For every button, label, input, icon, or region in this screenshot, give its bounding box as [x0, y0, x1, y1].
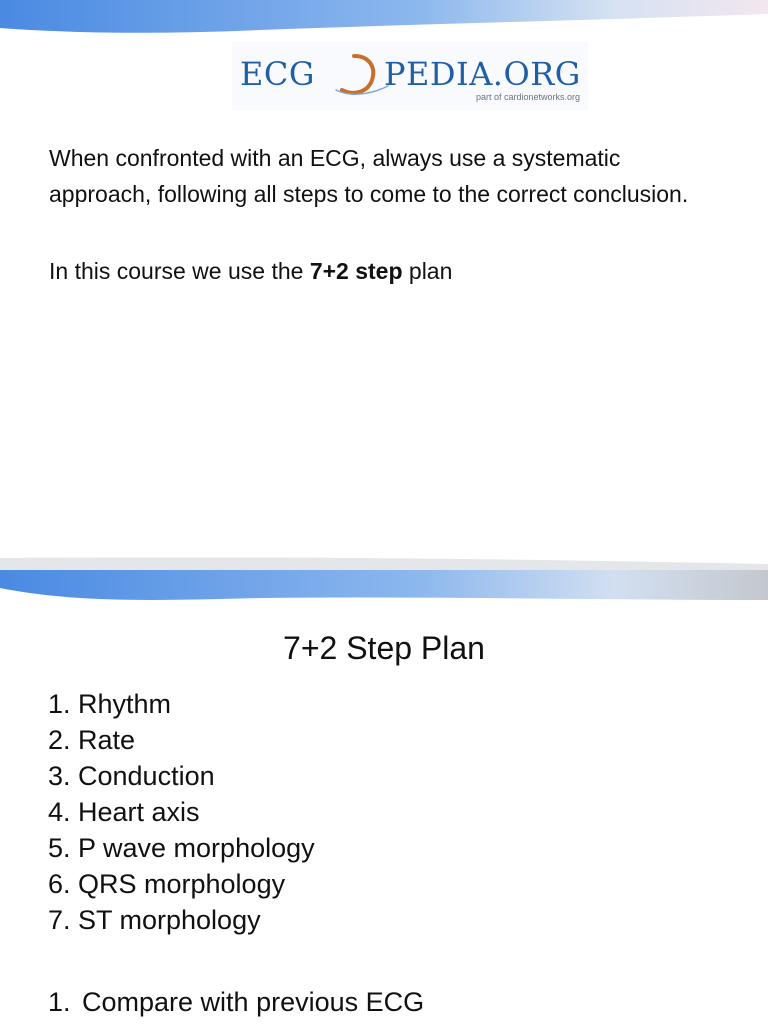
step-number: 6.: [48, 869, 71, 899]
slide-2: [0, 546, 768, 1024]
step-number: 5.: [48, 833, 71, 863]
step-number: 2.: [48, 725, 71, 755]
step-label: Rhythm: [78, 689, 172, 719]
step-label: Conduction: [78, 761, 215, 791]
step-number: 7.: [48, 905, 71, 935]
list-item: [48, 984, 424, 1020]
list-item: [48, 722, 315, 758]
step-number: 1.: [48, 689, 71, 719]
step-number: 1.: [48, 987, 71, 1017]
list-item: [48, 686, 315, 722]
intro-paragraph: When confronted with an ECG, always use a systematic approach, following all steps to come to the correct conclusion.: [49, 145, 689, 207]
step-number: 3.: [48, 761, 71, 791]
top-wave-banner: [0, 570, 768, 610]
plan-sentence: [49, 253, 729, 289]
list-item: [48, 902, 315, 938]
step-label: Heart axis: [78, 797, 200, 827]
plan-suffix: plan: [402, 258, 453, 284]
slide-title: 7+2 Step Plan: [283, 630, 485, 666]
list-item: [48, 830, 315, 866]
step-label: Rate: [78, 725, 136, 755]
plan-prefix: In this course we use the: [49, 258, 310, 284]
ecgpedia-logo: [232, 42, 588, 110]
list-item: [48, 794, 315, 830]
step-list: [48, 686, 315, 938]
step-label: P wave morphology: [78, 833, 315, 863]
logo-text-ecg: ECG: [240, 55, 315, 93]
top-wave-banner: [0, 0, 768, 40]
step-label: QRS morphology: [78, 869, 286, 899]
extra-step-list: [48, 984, 424, 1020]
step-label: ST morphology: [78, 905, 261, 935]
list-item: [48, 758, 315, 794]
step-number: 4.: [48, 797, 71, 827]
logo-tagline: part of cardionetworks.org: [475, 92, 580, 102]
plan-bold: 7+2 step: [309, 258, 403, 284]
list-item: [48, 866, 315, 902]
logo-text-pedia: PEDIA.ORG: [384, 55, 581, 93]
step-label: Compare with previous ECG: [82, 987, 425, 1017]
heart-wave-logo-mark-icon: [332, 50, 392, 98]
